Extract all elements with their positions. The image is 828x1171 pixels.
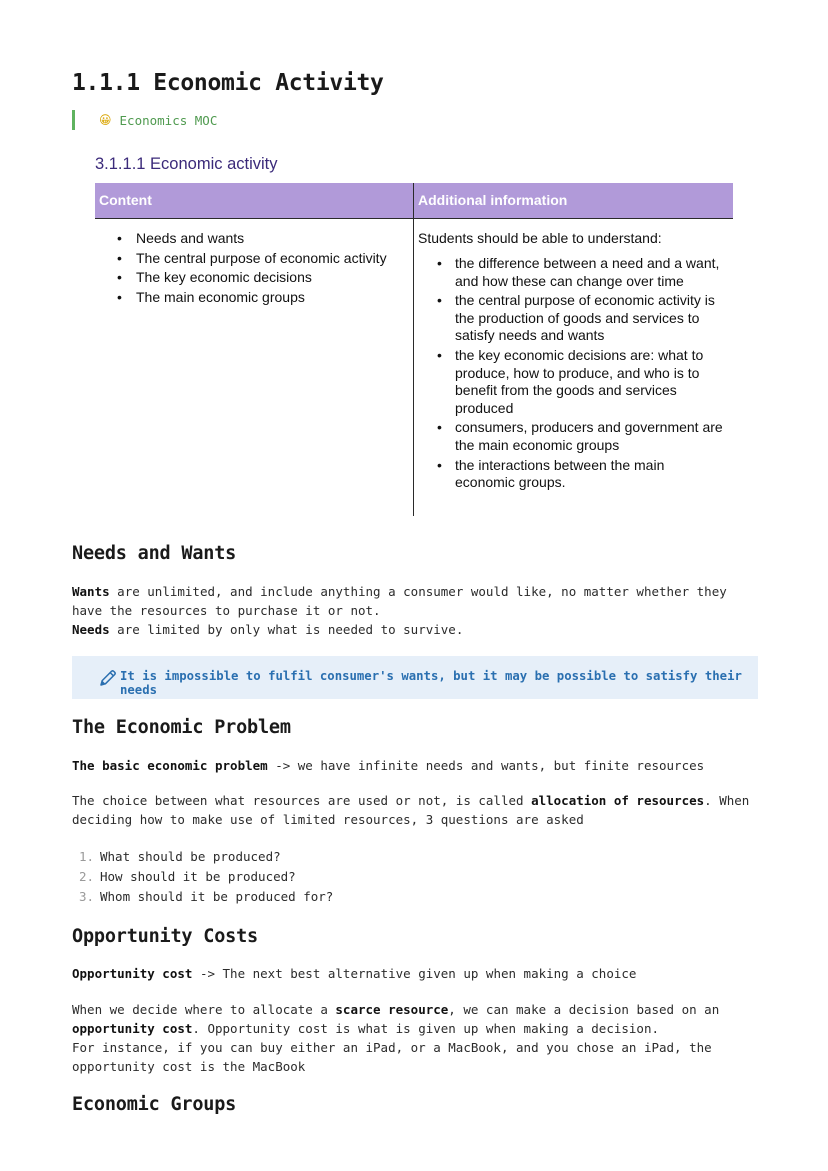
opportunity-cost-term: opportunity cost [72,1021,193,1036]
list-item: 1. What should be produced? [79,849,281,864]
heading-economic-problem: The Economic Problem [72,717,291,738]
header-content: Content [99,192,152,208]
pencil-icon [98,668,118,688]
allocation-term: allocation of resources [531,793,705,808]
heading-needs-and-wants: Needs and Wants [72,543,237,564]
column-divider [413,183,414,516]
smile-emoji-icon: 😀 [99,113,112,127]
content-item: • The central purpose of economic activity [136,249,413,269]
list-item: 2. How should it be produced? [79,869,296,884]
moc-callout [72,110,217,130]
header-additional-info: Additional information [418,192,568,208]
moc-link[interactable]: Economics MOC [119,112,218,128]
list-item: 3. Whom should it be produced for? [79,889,334,904]
allocation-paragraph: The choice between what resources are used or not, is called allocation of resources. When deciding how to make use of limited resources, 3 questions are asked [72,793,750,827]
economic-problem-definition: The basic economic problem -> we have infinite needs and wants, but finite resources [72,758,705,773]
additional-item: • consumers, producers and government are the main economic groups [455,419,728,454]
additional-item: • the interactions between the main economic groups. [455,457,728,492]
additional-intro: Students should be able to understand: [418,230,662,246]
needs-term: Needs [72,622,110,637]
tip-text: It is impossible to fulfil consumer's wants, but it may be possible to satisfy their needs [120,669,742,697]
additional-item: • the key economic decisions are: what to produce, how to produce, and who is to benefit from the goods and services produced [455,347,728,417]
example-sentence: For instance, if you can buy either an iPad, or a MacBook, and you chose an iPad, the opportunity cost is the MacBook [72,1040,712,1074]
heading-economic-groups: Economic Groups [72,1094,237,1115]
moc-accent-bar [72,110,75,130]
content-column [95,229,413,307]
additional-item: • the difference between a need and a want, and how these can change over time [455,255,728,290]
spec-section-title: 3.1.1.1 Economic activity [95,155,278,173]
header-rule [95,218,733,219]
economic-questions-list [72,847,333,907]
spec-table-header [95,183,733,218]
heading-opportunity-costs: Opportunity Costs [72,926,258,947]
opportunity-paragraph: When we decide where to allocate a scarce resource, we can make a decision based on an opportunity cost. Opportunity cost is what is given up when making a decision. For instance, if you can buy either an iPad, or a MacBook, and you chose an iPad, the opportunity cost is the MacBook [72,1002,720,1074]
page-title: 1.1.1 Economic Activity [72,70,384,96]
content-item: • Needs and wants [136,229,413,249]
wants-term: Wants [72,584,110,599]
needs-wants-paragraph: Wants are unlimited, and include anything a consumer would like, no matter whether they have the resources to purchase it or not. Needs are limited by only what is needed to survive. [72,584,727,637]
additional-item: • the central purpose of economic activity is the production of goods and services to satisfy needs and wants [455,292,728,345]
content-item: • The main economic groups [136,288,413,308]
tip-callout [72,656,758,699]
scarce-resource-term: scarce resource [335,1002,449,1017]
spec-table [95,183,733,516]
opportunity-cost-definition: Opportunity cost -> The next best alternative given up when making a choice [72,966,637,981]
additional-info-column [418,229,728,494]
content-item: • The key economic decisions [136,268,413,288]
